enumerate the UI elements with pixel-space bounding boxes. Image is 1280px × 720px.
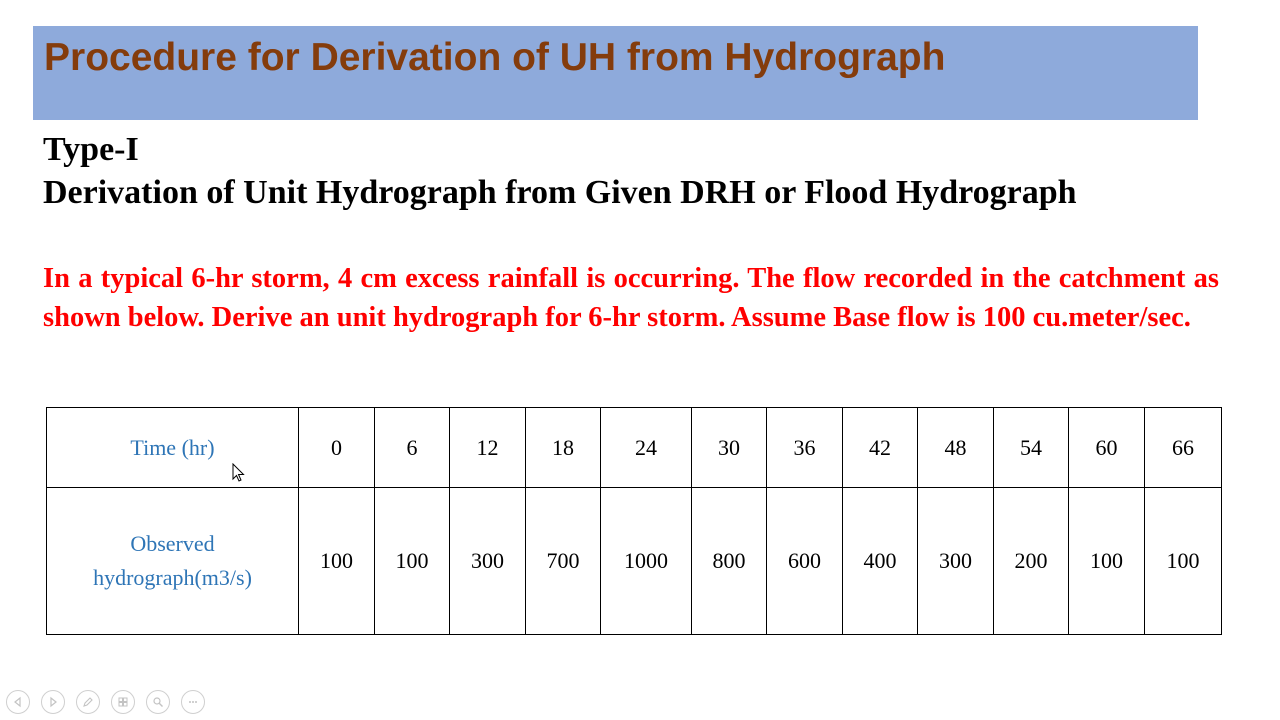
flow-cell: 600 — [767, 488, 843, 635]
time-cell: 24 — [601, 408, 692, 488]
time-cell: 48 — [918, 408, 994, 488]
time-cell: 66 — [1145, 408, 1222, 488]
time-header-cell: Time (hr) — [47, 408, 299, 488]
slides-grid-icon[interactable] — [111, 690, 135, 714]
flow-cell: 100 — [1145, 488, 1222, 635]
time-cell: 54 — [994, 408, 1069, 488]
flow-cell: 300 — [450, 488, 526, 635]
type-heading: Type-I — [43, 131, 139, 168]
time-cell: 6 — [375, 408, 450, 488]
presenter-toolbar — [6, 690, 205, 714]
subtitle-heading: Derivation of Unit Hydrograph from Given DRH or Flood Hydrograph — [43, 174, 1077, 211]
next-slide-icon[interactable] — [41, 690, 65, 714]
pen-icon[interactable] — [76, 690, 100, 714]
time-cell: 42 — [843, 408, 918, 488]
zoom-icon[interactable] — [146, 690, 170, 714]
table-row-observed — [47, 488, 1222, 635]
flow-cell: 100 — [1069, 488, 1145, 635]
problem-statement: In a typical 6-hr storm, 4 cm excess rainfall is occurring. The flow recorded in the catchment as shown below. Derive an unit hydrograph for 6-hr storm. Assume Base flow is 100 cu.meter/sec. — [43, 263, 1219, 333]
observed-header-line2: hydrograph(m3/s) — [93, 565, 252, 590]
slide-title: Procedure for Derivation of UH from Hydrograph — [44, 36, 946, 79]
time-cell: 36 — [767, 408, 843, 488]
flow-cell: 200 — [994, 488, 1069, 635]
cursor-arrow-icon — [232, 463, 246, 483]
time-cell: 0 — [299, 408, 375, 488]
flow-cell: 300 — [918, 488, 994, 635]
prev-slide-icon[interactable] — [6, 690, 30, 714]
flow-cell: 100 — [299, 488, 375, 635]
flow-cell: 800 — [692, 488, 767, 635]
time-cell: 12 — [450, 408, 526, 488]
time-cell: 60 — [1069, 408, 1145, 488]
time-cell: 30 — [692, 408, 767, 488]
flow-cell: 400 — [843, 488, 918, 635]
flow-cell: 1000 — [601, 488, 692, 635]
title-banner — [33, 26, 1198, 120]
time-cell: 18 — [526, 408, 601, 488]
hydrograph-table — [46, 407, 1222, 635]
observed-header-cell — [47, 488, 299, 635]
observed-header-line1: Observed — [130, 531, 215, 556]
flow-cell: 700 — [526, 488, 601, 635]
table-row-time — [47, 408, 1222, 488]
more-icon[interactable] — [181, 690, 205, 714]
flow-cell: 100 — [375, 488, 450, 635]
